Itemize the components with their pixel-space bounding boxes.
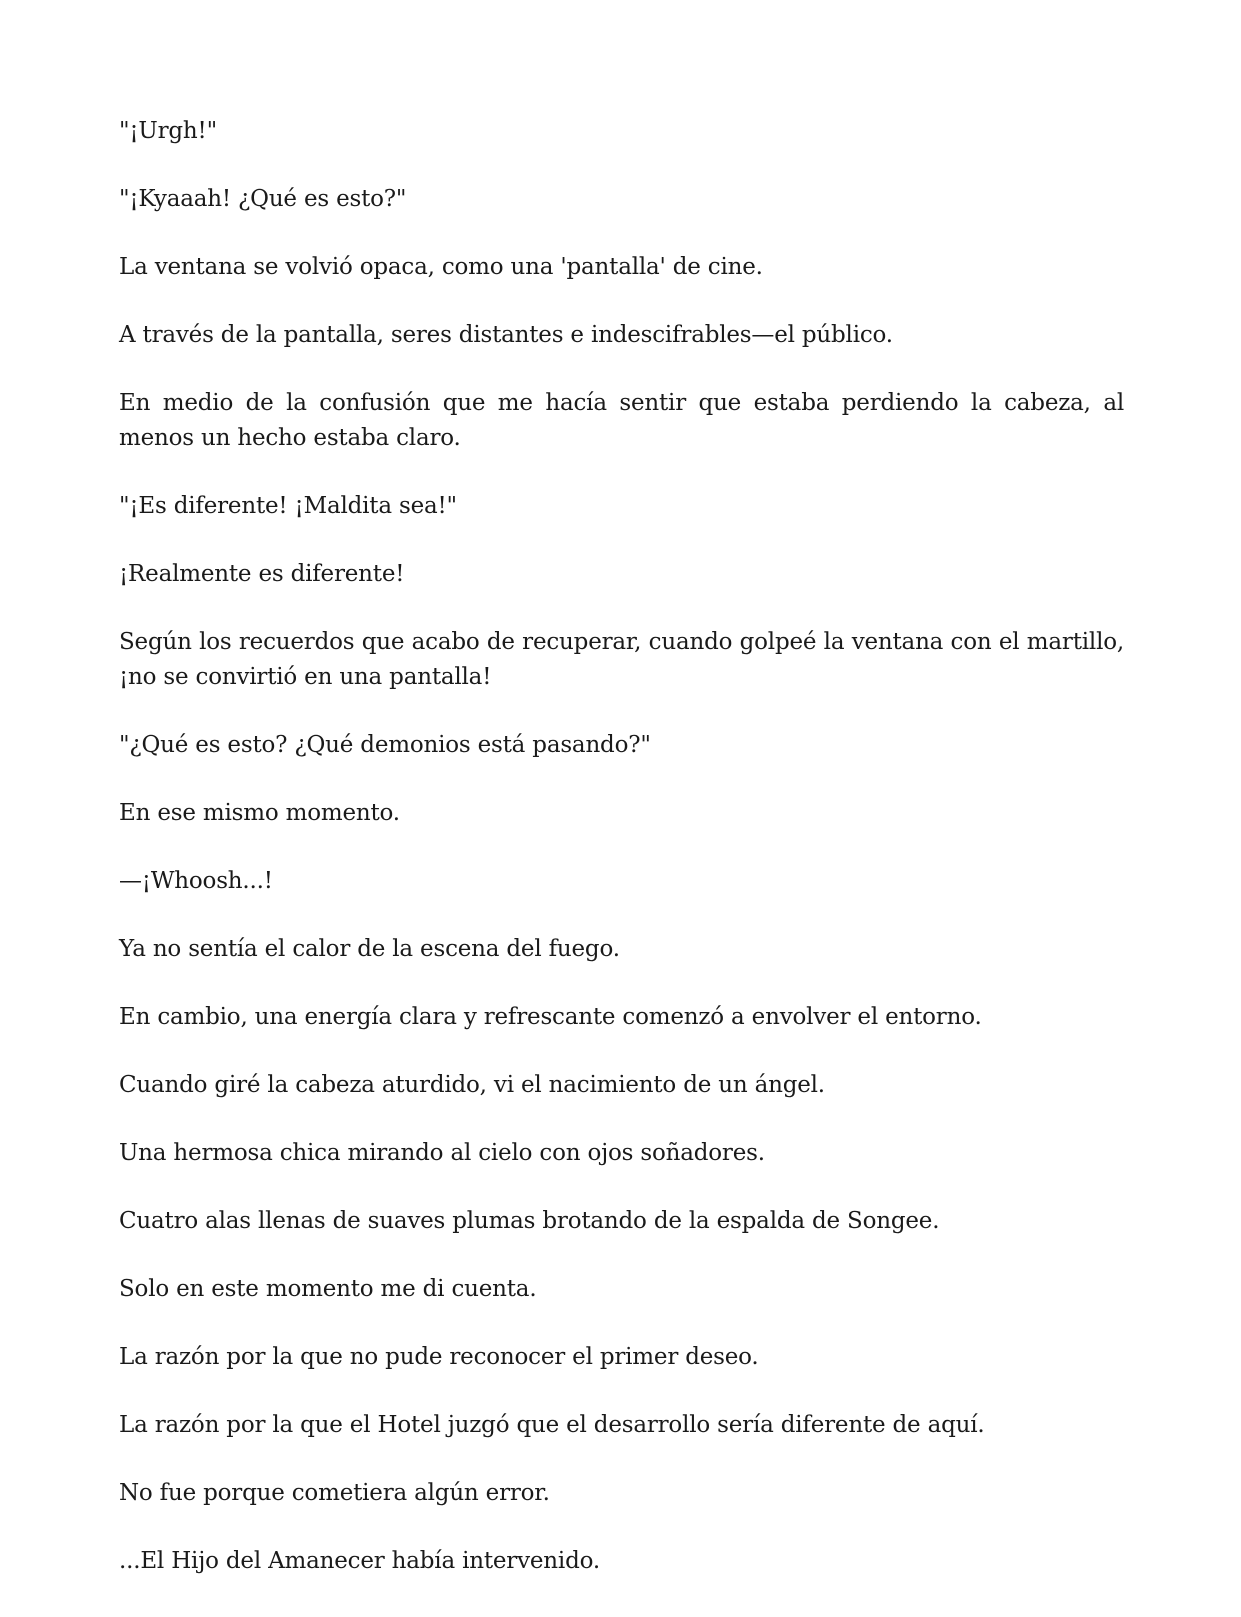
paragraph: ...El Hijo del Amanecer había intervenido. [119,1548,600,1574]
paragraph: En cambio, una energía clara y refrescante comenzó a envolver el entorno. [119,1004,982,1030]
paragraph: "¿Qué es esto? ¿Qué demonios está pasando?" [119,732,651,758]
paragraph: En ese mismo momento. [119,800,400,826]
paragraph: En medio de la confusión que me hacía sentir que estaba perdiendo la cabeza, al menos un hecho estaba claro. [119,390,1124,451]
paragraph: La ventana se volvió opaca, como una 'pantalla' de cine. [119,254,763,280]
paragraph: La razón por la que no pude reconocer el primer deseo. [119,1344,759,1370]
paragraph: —¡Whoosh...! [119,868,273,894]
paragraph: "¡Kyaaah! ¿Qué es esto?" [119,186,407,212]
paragraph: ¡Realmente es diferente! [119,561,405,587]
paragraph: Cuando giré la cabeza aturdido, vi el nacimiento de un ángel. [119,1072,825,1098]
paragraph: Cuatro alas llenas de suaves plumas brotando de la espalda de Songee. [119,1208,940,1234]
paragraph: A través de la pantalla, seres distantes e indescifrables—el público. [119,322,893,348]
paragraph: "¡Urgh!" [119,118,217,144]
paragraph: No fue porque cometiera algún error. [119,1480,550,1506]
paragraph: Según los recuerdos que acabo de recuperar, cuando golpeé la ventana con el martillo, ¡no se convirtió en una pantalla! [119,629,1124,690]
document-body [119,114,1124,1612]
paragraph: Ya no sentía el calor de la escena del fuego. [119,936,620,962]
paragraph: Una hermosa chica mirando al cielo con ojos soñadores. [119,1140,765,1166]
paragraph: Solo en este momento me di cuenta. [119,1276,537,1302]
paragraph: "¡Es diferente! ¡Maldita sea!" [119,493,457,519]
paragraph: La razón por la que el Hotel juzgó que el desarrollo sería diferente de aquí. [119,1412,985,1438]
